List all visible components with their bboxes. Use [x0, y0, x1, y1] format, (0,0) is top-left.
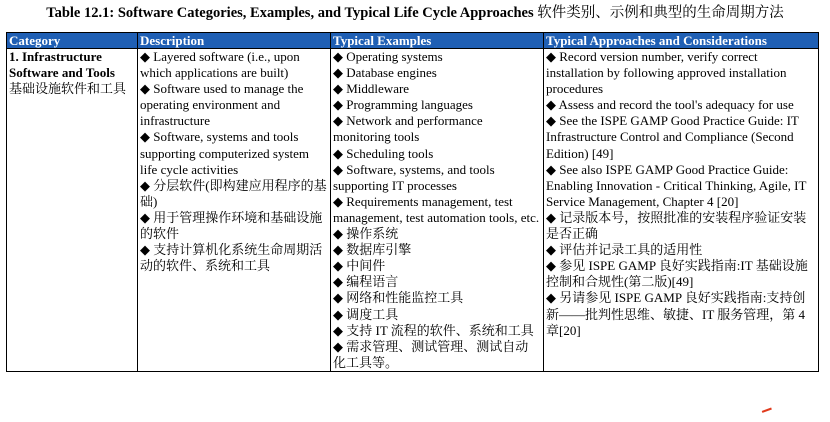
list-item: ◆ Layered software (i.e., upon which applications are built) [140, 49, 300, 81]
header-category: Category [7, 33, 138, 49]
list-item: ◆ See also ISPE GAMP Good Practice Guide: Enabling Innovation - Critical Thinking, Agile, IT Service Management, Chapter 4 [20] [546, 161, 807, 209]
table-caption [0, 0, 830, 30]
list-item: ◆ 需求管理、测试管理、测试自动化工具等。 [333, 338, 529, 370]
table-row [7, 49, 819, 372]
list-item: ◆ 另请参见 ISPE GAMP 良好实践指南:支持创新——批判性思维、敏捷、IT 服务管理，第 4 章[20] [546, 290, 806, 338]
list-item: ◆ 记录版本号，按照批准的安装程序验证安装是否正确 [546, 209, 807, 242]
list-item: ◆ Scheduling tools [333, 145, 434, 161]
caption-english: Table 12.1: Software Categories, Examples, and Typical Life Cycle Approaches [46, 5, 534, 21]
list-item: ◆ 操作系统 [333, 226, 399, 242]
header-typical-examples: Typical Examples [331, 33, 544, 49]
list-item: ◆ 支持 IT 流程的软件、系统和工具 [333, 322, 534, 338]
list-item: ◆ See the ISPE GAMP Good Practice Guide: IT Infrastructure Control and Compliance (Second Edition) [49] [546, 113, 799, 161]
list-item: ◆ 数据库引擎 [333, 242, 412, 258]
decorative-mark [762, 408, 774, 420]
header-description: Description [138, 33, 331, 49]
list-item: ◆ Software, systems and tools supporting computerized system life cycle activities [140, 129, 309, 177]
list-item: ◆ 参见 ISPE GAMP 良好实践指南:IT 基础设施控制和合规性(第二版)[49] [546, 258, 808, 290]
list-item: ◆ Operating systems [333, 49, 443, 64]
list-item: ◆ Network and performance monitoring tools [333, 113, 483, 145]
list-item: ◆ Middleware [333, 81, 410, 97]
description-cell [138, 49, 331, 372]
list-item: ◆ Software used to manage the operating environment and infrastructure [140, 81, 304, 129]
list-item: ◆ 中间件 [333, 258, 386, 274]
caption-chinese: 软件类别、示例和典型的生命周期方法 [537, 5, 784, 21]
list-item: ◆ Software, systems, and tools supporting IT processes [333, 161, 495, 193]
list-item: ◆ 编程语言 [333, 274, 399, 290]
approaches-cell [544, 49, 819, 372]
list-item: ◆ 支持计算机化系统生命周期活动的软件、系统和工具 [140, 242, 323, 274]
list-item: ◆ Programming languages [333, 97, 473, 113]
examples-cell [331, 49, 544, 372]
category-cell [7, 49, 138, 372]
list-item: ◆ Assess and record the tool's adequacy for use [546, 97, 794, 113]
list-item: ◆ Database engines [333, 65, 437, 81]
category-chinese: 基础设施软件和工具 [9, 81, 127, 97]
category-english: 1. Infrastructure Software and Tools [9, 49, 115, 81]
list-item: ◆ 调度工具 [333, 306, 399, 322]
list-item: ◆ 网络和性能监控工具 [333, 290, 464, 306]
software-categories-table [6, 32, 819, 372]
list-item: ◆ 评估并记录工具的适用性 [546, 242, 703, 258]
list-item: ◆ Record version number, verify correct installation by following approved installation procedures [546, 49, 787, 97]
list-item: ◆ Requirements management, test management, test automation tools, etc. [333, 193, 540, 225]
header-typical-approaches: Typical Approaches and Considerations [544, 33, 819, 49]
list-item: ◆ 用于管理操作环境和基础设施的软件 [140, 209, 323, 242]
table-header-row [7, 33, 819, 49]
list-item: ◆ 分层软件(即构建应用程序的基础) [140, 177, 327, 209]
